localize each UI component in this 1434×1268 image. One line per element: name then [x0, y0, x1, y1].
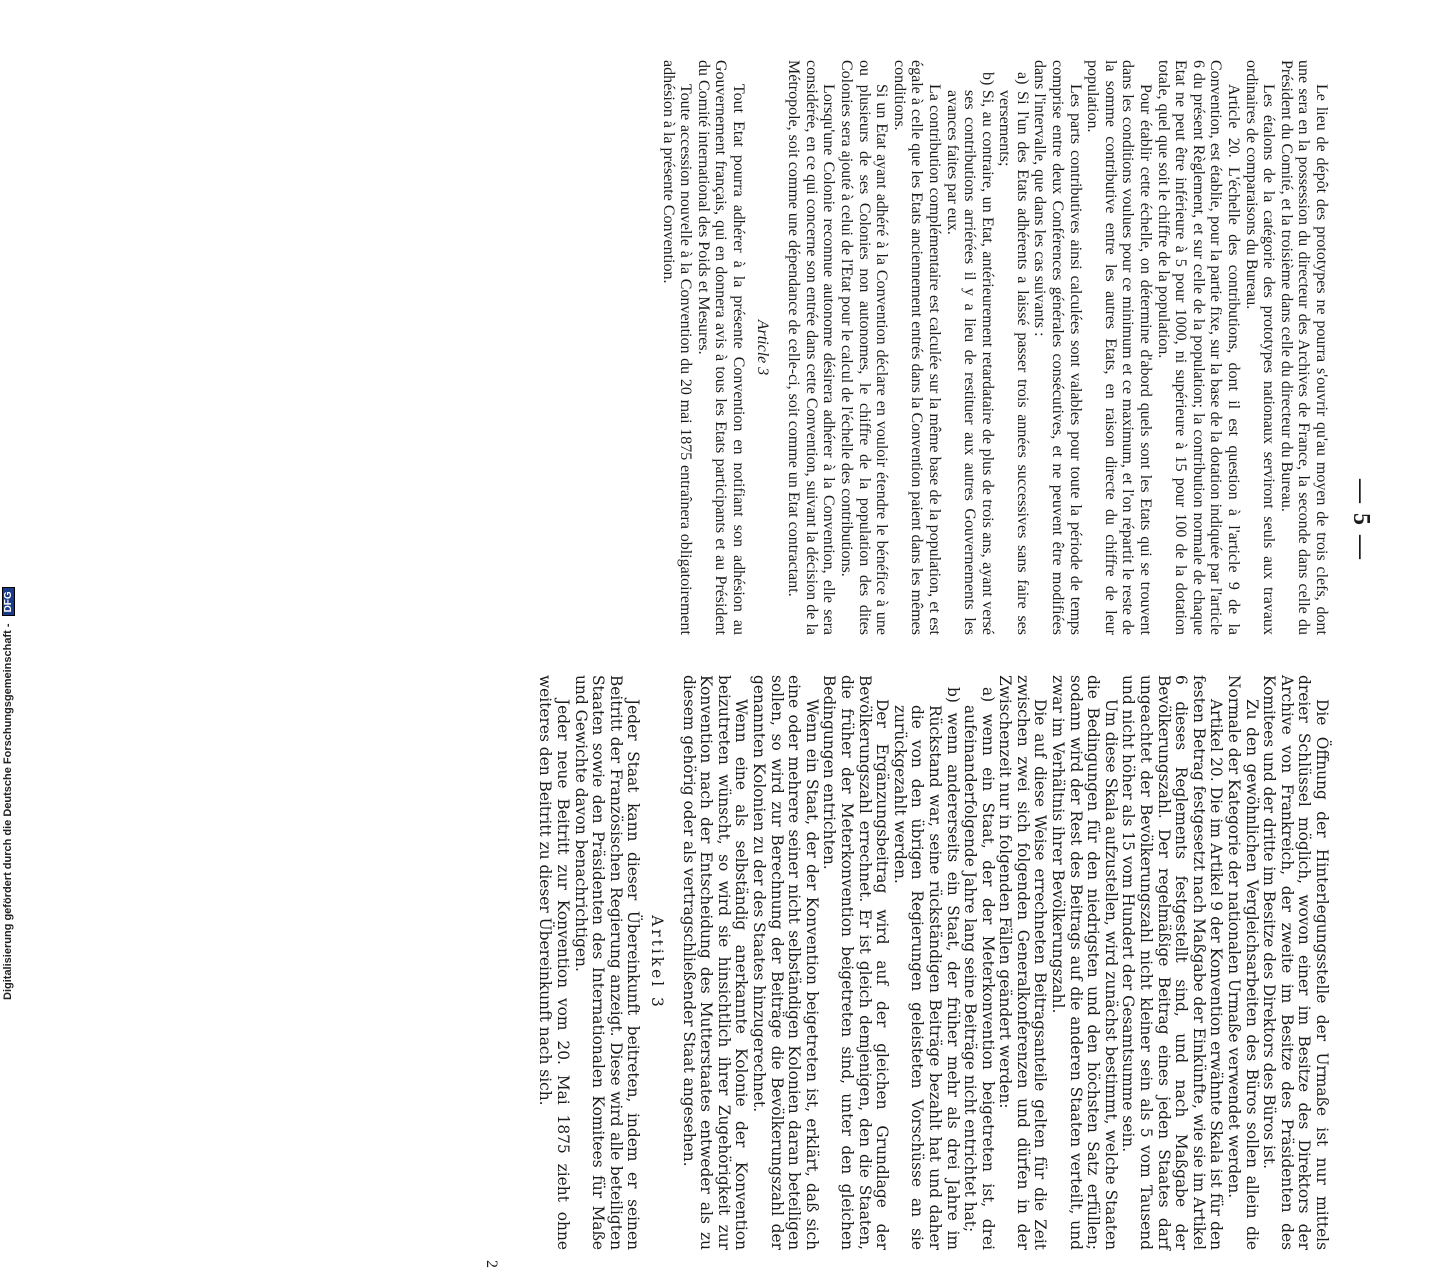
french-paragraph: Article 20. L'échelle des contributions, dont il est question à l'article 9 de la Convention, est établie, pour la partie fixe, sur la base de la dotation indiquée par l'article 6 du présent Règlement, et sur celle de la population; la contribution normale de chaque Etat ne peut être inférieure à 5 pour 1000, ni supérieure à 15 pour 100 de la dotation totale, quel que soit le chiffre de la population. [1154, 60, 1243, 635]
german-paragraph: Wenn ein Staat, der der Konvention beigetreten ist, erklärt, daß sich eine oder mehrere seiner nicht selbständigen Kolonien daran beteiligen sollen, so wird zur Berechnung der Beiträge die Bevölkerungszahl der genannten Kolonien zu der des Staates hinzugerechnet. [750, 675, 821, 1250]
french-paragraph: Les parts contributives ainsi calculées sont valables pour toute la période de temps comprise entre deux Conférences générales consécutives, et ne peuvent être modifiées dans l'intervalle, que dans les cas suivants : [1031, 60, 1084, 635]
french-paragraph: Toute accession nouvelle à la Convention du 20 mai 1875 entraînera obligatoirement adhésion à la présente Convention. [659, 60, 695, 635]
french-paragraph: Les étalons de la catégorie des prototypes nationaux serviront seuls aux travaux ordinaires de comparaisons du Bureau. [1242, 60, 1278, 635]
french-column [659, 60, 1330, 635]
german-paragraph: Die auf diese Weise errechneten Beitragsanteile gelten für die Zeit zwischen zwei sich folgenden Generalkonferenzen und dürfen in der Zwischenzeit nur in folgenden Fällen geändert werden: [996, 675, 1050, 1250]
french-paragraph: Si un Etat ayant adhéré à la Convention déclare en vouloir étendre le bénéfice à une ou plusieurs de ses Colonies non autonomes, le chiffre de la population des dites Colonies sera ajouté à celui de l'Etat pour le calcul de l'échelle des contributions. [837, 60, 891, 635]
dfg-logo: DFG [2, 587, 15, 616]
digitization-credit [2, 0, 22, 1000]
french-article-heading: Article 3 [753, 319, 771, 376]
french-paragraph: Tout Etat pourra adhérer à la présente Convention en notifiant son adhésion au Gouvernement français, qui en donnera avis à tous les Etats participants et au Président du Comité international des Poids et Mesures. [694, 60, 747, 635]
french-subitem-b: b) Si, au contraire, un Etat, antérieurement retardataire de plus de trois ans, ayant versé ses contributions arriérées il y a lieu de restituer aux autres Gouvernements les avances faites par eux. [943, 72, 996, 635]
german-paragraph: Um diese Skala aufzustellen, wird zunächst bestimmt, welche Staaten die Bedingungen für den niedrigsten und den höchsten Satz erfüllen; sodann wird der Rest des Beitrags auf die anderen Staaten verteilt, und zwar im Verhältnis ihrer Bevölkerungszahl. [1049, 675, 1120, 1250]
page-number: — 5 — [1348, 479, 1374, 561]
french-paragraph: Pour établir cette échelle, on détermine d'abord quels sont les Etats qui se trouvent dans les conditions voulues pour ce minimum et ce maximum, et l'on répartit le reste de la somme contributive entre les autres Etats, en raison directe du chiffre de leur population. [1084, 60, 1155, 635]
german-subitem-a: a) wenn ein Staat, der der Meterkonvention beigetreten ist, drei aufeinanderfolgende Jahre lang seine Beiträge nicht entrichtet hat; [961, 687, 997, 1250]
german-paragraph: Wenn eine als selbständig anerkannte Kolonie der Konvention beizutreten wünscht, so wird sie hinsichtlich ihrer Zugehörigkeit zur Konvention nach der Entscheidung des Mutterstaates entweder als zu diesem gehörig oder als vertragschließender Staat angesehen. [679, 675, 751, 1250]
german-subitem-b: b) wenn andererseits ein Staat, der früher mehr als drei Jahre im Rückstand war, seine rückständigen Beiträge bezahlt hat und daher die von den übrigen Regierungen geleisteten Vorschüsse an sie zurückgezahlt werden. [890, 687, 962, 1250]
french-paragraph: Lorsqu'une Colonie reconnue autonome désirera adhérer à la Convention, elle sera considérée, en ce qui concerne son entrée dans cette Convention, suivant la décision de la Métropole, soit comme une dépendance de celle-ci, soit comme un Etat contractant. [785, 60, 838, 635]
french-paragraph: La contribution complémentaire est calculée sur la même base de la population, et est égale à celle que les Etats anciennement entrés dans la Convention paient dans les mêmes conditions. [890, 60, 943, 635]
german-paragraph: Die Öffnung der Hinterlegungsstelle der Urmaße ist nur mittels dreier Schlüssel möglich, wovon einer im Besitze des Direktors der Archive von Frankreich, der zweite im Besitze des Präsidenten des Komitees und der dritte im Besitze des Direktors des Büros ist. [1260, 675, 1331, 1250]
german-paragraph: Zu den gewöhnlichen Vergleichsarbeiten des Büros sollen allein die Normale der Kategorie der nationalen Urmaße verwendet werden. [1225, 675, 1261, 1250]
german-paragraph: Artikel 20. Die im Artikel 9 der Konvention erwähnte Skala ist für den festen Betrag festgesetzt nach Maßgabe der Einkünfte, wie sie im Artikel 6 dieses Reglements festgestellt sind, und nach Maßgabe der Bevölkerungszahl. Der regelmäßige Beitrag eines jeden Staates darf ungeachtet der Bevölkerungszahl nicht kleiner sein als 5 vom Tausend und nicht höher als 15 vom Hundert der Gesamtsumme sein. [1119, 675, 1226, 1250]
french-subitem-a: a) Si l'un des Etats adhérents a laissé passer trois années successives sans faire ses versements; [996, 72, 1031, 635]
french-paragraph: Le lieu de dépôt des prototypes ne pourra s'ouvrir qu'au moyen de trois clefs, dont une sera en la possession du directeur des Archives de France, la seconde dans celle du Président du Comité, et la troisième dans celle du directeur du Bureau. [1277, 60, 1330, 635]
german-column [536, 675, 1330, 1250]
rotated-document-page [130, 60, 1380, 1268]
sheet-number: 2 [483, 1260, 500, 1268]
german-article-heading: Artikel 3 [648, 915, 667, 1010]
german-paragraph: Der Ergänzungsbeitrag wird auf der gleichen Grundlage der Bevölkerungszahl errechnet. Er ist gleich demjenigen, den die Staaten, die früher der Meterkonvention beigetreten sind, unter den gleichen Bedingungen entrichten. [820, 675, 892, 1250]
german-paragraph: Jeder Staat kann dieser Übereinkunft beitreten, indem er seinen Beitritt der Französischen Regierung anzeigt. Diese wird alle beteiligten Staaten sowie den Präsidenten des Internationalen Komitees für Maße und Gewichte davon benachrichtigen. [571, 675, 643, 1250]
credit-text: Digitalisierung gefördert durch die Deutsche Forschungsgemeinschaft - [2, 623, 14, 1000]
german-paragraph: Jeder neue Beitritt zur Konvention vom 20. Mai 1875 zieht ohne weiteres den Beitritt zu dieser Übereinkunft nach sich. [536, 675, 573, 1250]
